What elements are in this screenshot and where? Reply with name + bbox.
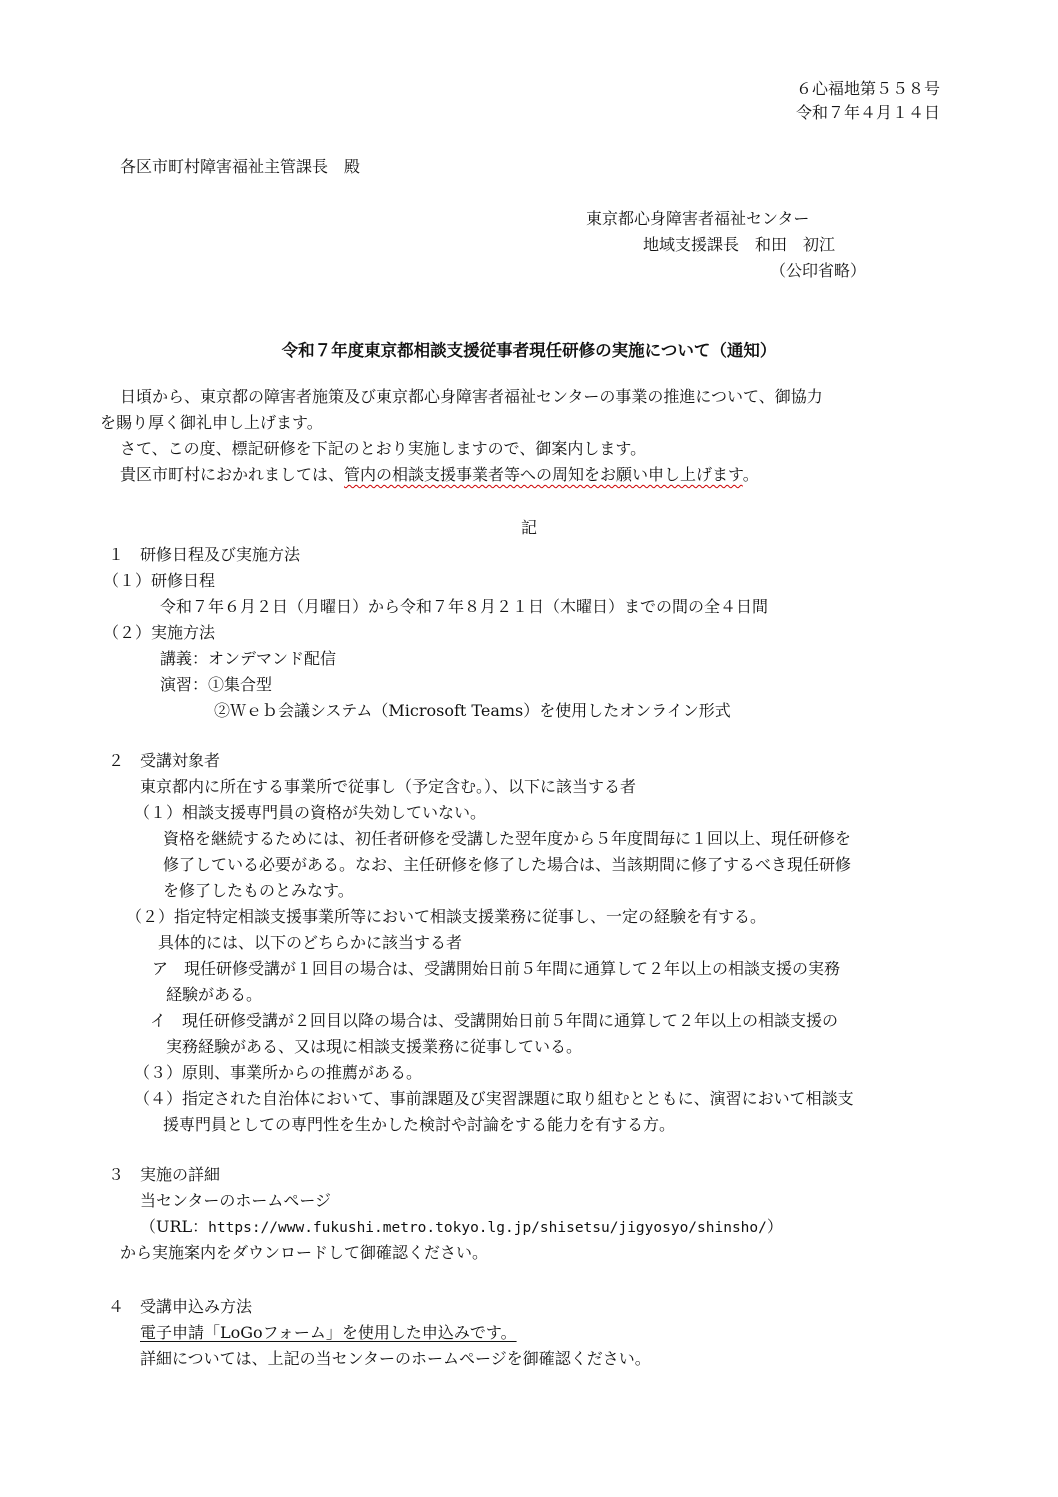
- condition-4-line-1: （４）指定された自治体において、事前課題及び実習課題に取り組むとともに、演習において相談支: [134, 1089, 854, 1108]
- intro-request-underlined: 管内の相談支援事業者等への周知をお願い申し上げます: [344, 465, 743, 484]
- ki-heading: 記: [520, 518, 537, 537]
- section-3-line-1: 当センターのホームページ: [140, 1191, 332, 1210]
- condition-2-i-line-2: 実務経験がある、又は現に相談支援業務に従事している。: [166, 1037, 583, 1056]
- condition-1-heading: （１）相談支援専門員の資格が失効していない。: [134, 803, 487, 822]
- homepage-url-link[interactable]: https://www.fukushi.metro.tokyo.lg.jp/shisetsu/jigyosyo/shinsho/: [208, 1220, 767, 1236]
- application-method-underlined: 電子申請「LoGoフォーム」を使用した申込みです。: [140, 1323, 517, 1342]
- section-2-heading: ２ 受講対象者: [108, 751, 221, 770]
- intro-line-1: 日頃から、東京都の障害者施策及び東京都心身障害者福祉センターの事業の推進について、御協力: [120, 387, 823, 406]
- intro-line-2: を賜り厚く御礼申し上げます。: [100, 413, 323, 432]
- training-schedule: 令和７年６月２日（月曜日）から令和７年８月２１日（木曜日）までの間の全４日間: [160, 597, 769, 616]
- condition-1-line-3: を修了したものとみなす。: [163, 881, 354, 900]
- section-1-sub-2-heading: （２）実施方法: [103, 623, 216, 642]
- section-4-heading: ４ 受講申込み方法: [108, 1297, 253, 1316]
- intro-line-4-suffix: 。: [742, 465, 759, 484]
- section-1-heading: １ 研修日程及び実施方法: [108, 545, 301, 564]
- exercise-method: 演習：①集合型: [160, 675, 273, 694]
- section-3-line-3: から実施案内をダウンロードして御確認ください。: [120, 1243, 489, 1262]
- section-3-heading: ３ 実施の詳細: [108, 1165, 221, 1184]
- url-suffix: ）: [766, 1217, 783, 1236]
- lecture-method: 講義：オンデマンド配信: [160, 649, 337, 668]
- document-date: 令和７年４月１４日: [795, 103, 940, 122]
- condition-1-line-2: 修了している必要がある。なお、主任研修を修了した場合は、当該期間に修了するべき現任研修: [163, 855, 852, 874]
- condition-3: （３）原則、事業所からの推薦がある。: [134, 1063, 423, 1082]
- condition-2-heading: （２）指定特定相談支援事業所等において相談支援業務に従事し、一定の経験を有する。: [126, 907, 767, 926]
- section-3-url-line: [140, 1216, 783, 1239]
- condition-2-a-line-1: ア 現任研修受講が１回目の場合は、受講開始日前５年間に通算して２年以上の相談支援の実務: [152, 959, 841, 978]
- document-number: ６心福地第５５８号: [795, 79, 940, 98]
- addressee: 各区市町村障害福祉主管課長 殿: [120, 157, 361, 176]
- section-4-line-2: 詳細については、上記の当センターのホームページを御確認ください。: [140, 1349, 651, 1368]
- section-2-intro: 東京都内に所在する事業所で従事し（予定含む。）、以下に該当する者: [140, 777, 637, 796]
- url-prefix: （URL：: [140, 1217, 209, 1236]
- section-1-sub-1-heading: （１）研修日程: [103, 571, 216, 590]
- condition-2-i-line-1: イ 現任研修受講が２回目以降の場合は、受講開始日前５年間に通算して２年以上の相談支援の: [150, 1011, 839, 1030]
- sender-person: 地域支援課長 和田 初江: [643, 235, 836, 254]
- sender-organization: 東京都心身障害者福祉センター: [586, 209, 810, 228]
- intro-line-4-prefix: 貴区市町村におかれましては、: [120, 465, 345, 484]
- condition-1-line-1: 資格を継続するためには、初任者研修を受講した翌年度から５年度間毎に１回以上、現任研修を: [163, 829, 852, 848]
- condition-2-a-line-2: 経験がある。: [166, 985, 263, 1004]
- document-title: 令和７年度東京都相談支援従事者現任研修の実施について（通知）: [281, 341, 777, 360]
- intro-line-3: さて、この度、標記研修を下記のとおり実施しますので、御案内します。: [120, 439, 647, 458]
- condition-2-intro: 具体的には、以下のどちらかに該当する者: [158, 933, 463, 952]
- intro-line-4: [120, 464, 759, 486]
- seal-note: （公印省略）: [770, 261, 867, 280]
- condition-4-line-2: 援専門員としての専門性を生かした検討や討論をする能力を有する方。: [163, 1115, 676, 1134]
- exercise-method-online: ②Ｗｅｂ会議システム（Microsoft Teams）を使用したオンライン形式: [214, 701, 731, 720]
